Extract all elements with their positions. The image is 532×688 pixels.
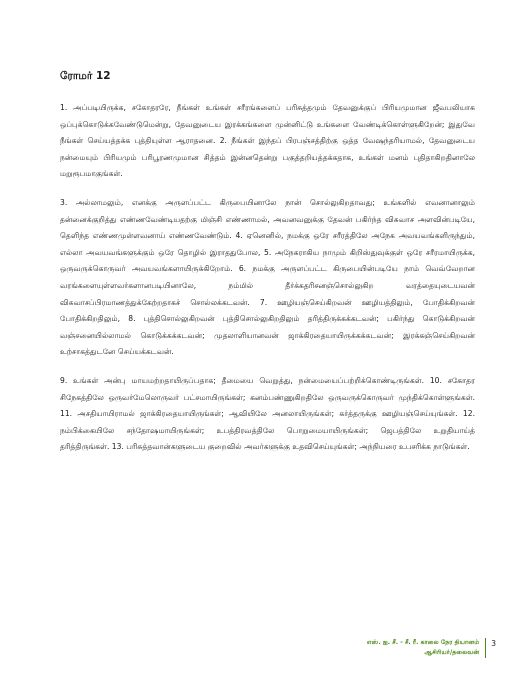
footer-line-1: எஸ். ஐ. சீ. - சீ. ரீ. காலை நேர தியானம் [366, 639, 480, 646]
chapter-heading: ரோமர் 12 [60, 70, 111, 82]
body-text [60, 100, 475, 468]
paragraph-1: 1. அப்படியிருக்க, சகோதரரே, நீங்கள் உங்கள் சரீரங்களைப் பரிசுத்தமும் தேவனுக்குப் பிரியமுமான ஜீவபலியாக ஒப்புக்கொடுக்கவேண்டுமென்று, தேவனுடைய இரக்கங்களை முன்னிட்டு உங்களை வேண்டிக்கொள்ளுகிறேன்; இதுவே நீங்கள் செய்யத்தக்க புத்தியுள்ள ஆராதனை. 2. நீங்கள் இந்தப் பிரபஞ்சத்திற்கு ஒத்த வேஷந்தரியாமல், தேவனுடைய நன்மையும் பிரியமும் பரிபூரணமுமான சித்தம் இன்னதென்று பகுத்தறியத்தக்கதாக, உங்கள் மனம் புதிதாகிறதினாலே மறுரூபமாகுங்கள். [60, 103, 476, 179]
page-number: 3 [491, 639, 496, 648]
footer-line-2: ஆசிரியர்/தலைவன் [424, 649, 480, 656]
paragraph-3: 9. உங்கள் அன்பு மாயமற்றதாயிருப்பதாக; தீமையை வெறுத்து, நன்மையைப்பற்றிக்கொண்டிருங்கள். 10. சகோதர சிநேகத்திலே ஒருவர்மேலொருவர் பட்சமாயிருங்கள்; கனம்பண்ணுகிறதிலே ஒருவருக்கொருவர் முந்திக்கொள்ளுங்கள். 11. அசதியாயிராமல் ஜாக்கிரதையாயிருங்கள்; ஆவியிலே அனலாயிருங்கள்; கர்த்தருக்கு ஊழியஞ்செய்யுங்கள். 12. நம்பிக்கையிலே சந்தோஷமாயிருங்கள்; உபத்திரவத்திலே பொறுமையாயிருங்கள்; ஜெபத்திலே உறுதியாய்த் தரித்திருங்கள். 13. பரிசுத்தவான்களுடைய குறைவில் அவர்களுக்கு உதவிசெய்யுங்கள்; அந்நியரை உபசரிக்க நாடுங்கள். [60, 375, 475, 452]
footer-text [367, 638, 486, 658]
paragraph-2: 3. அல்லாமலும், எனக்கு அருளப்பட்ட கிருபையினாலே நான் சொல்லுகிறதாவது; உங்களில் எவனானாலும் தன்னைக்குறித்து எண்ணவேண்டியதற்கு மிஞ்சி எண்ணாமல், அவனவனுக்கு தேவன் பகிர்ந்த விசுவாச அளவின்படியே, தெளிந்த எண்ணமுள்ளவனாய் எண்ணவேண்டும். 4. ஏனெனில், நமக்கு ஒரே சரீரத்திலே அநேக அவயவங்களிருந்தும், எல்லா அவயவங்களுக்கும் ஒரே தொழில் இராததுபோல, 5. அநேகராகிய நாமும் கிறிஸ்துவுக்குள் ஒரே சரீரமாயிருக்க, ஒருவருக்கொருவர் அவயவங்களாயிருக்கிறோம். 6. நமக்கு அருளப்பட்ட கிருபையின்படியே நாம் வெவ்வேறான வரங்களையுள்ளவர்களானபடியினாலே, நம்மில் தீர்க்கதரிசனஞ்சொல்லுகிற வரத்தையுடையவன் விசுவாசப்பிரமாணத்துக்கேற்றதாகச் சொல்லக்கடவன். 7. ஊழியஞ்செய்கிறவன் ஊழியத்திலும், போதிக்கிறவன் போதிக்கிறதிலும், 8. புத்திசொல்லுகிறவன் புத்திசொல்லுகிறதிலும் தரித்திருக்கக்கடவன்; பகிர்ந்து கொடுக்கிறவன் வஞ்சனையில்லாமல் கொடுக்கக்கடவன்; முதலாளியானவன் ஜாக்கிரதையாயிருக்கக்கடவன்; இரக்கஞ்செய்கிறவன் உற்சாகத்துடனே செய்யக்கடவன். [60, 197, 475, 357]
page-footer [367, 638, 496, 658]
